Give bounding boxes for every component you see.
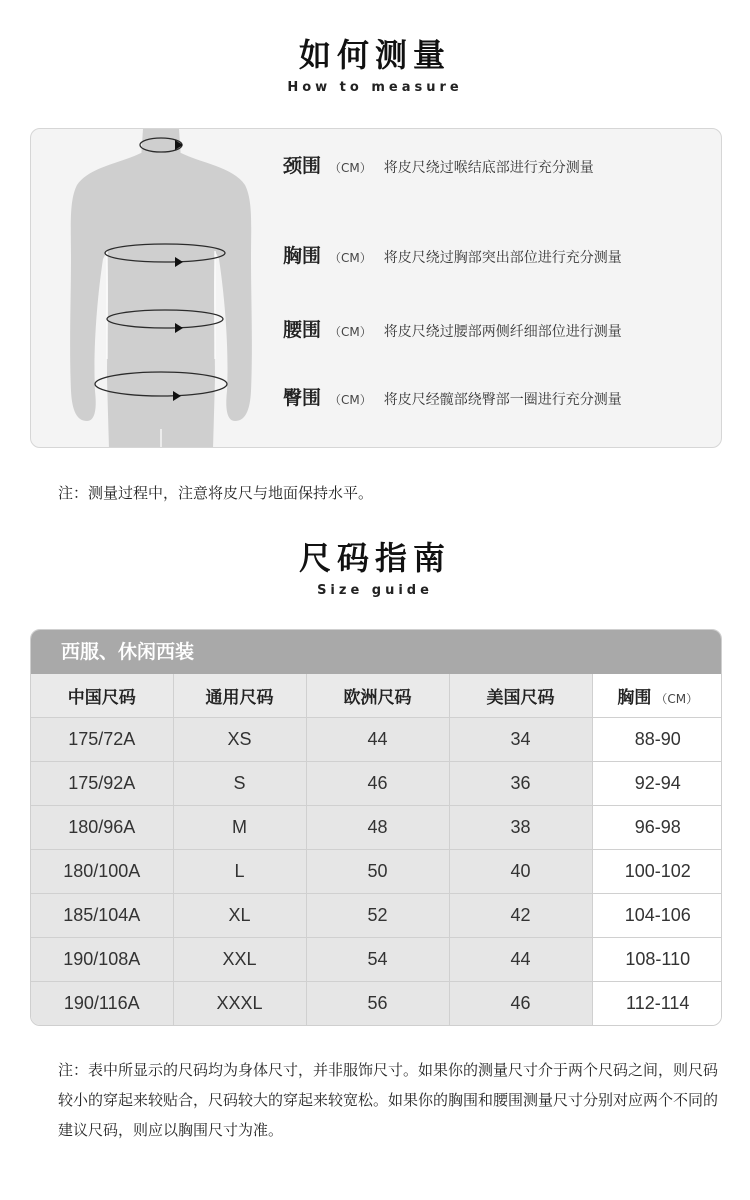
table-row xyxy=(31,717,722,761)
header-chest-unit: （CM） xyxy=(655,691,699,706)
measure-unit: （CM） xyxy=(329,393,372,407)
table-cell: 190/116A xyxy=(31,981,173,1025)
header-eu-size: 欧洲尺码 xyxy=(306,674,449,717)
table-cell: S xyxy=(173,761,306,805)
size-title-cn: 尺码指南 xyxy=(298,539,451,577)
table-cell: 50 xyxy=(306,849,449,893)
table-cell: 34 xyxy=(449,717,592,761)
table-cell: 54 xyxy=(306,937,449,981)
measure-label: 臀围 xyxy=(283,387,322,409)
table-cell: 180/96A xyxy=(31,805,173,849)
size-section-title xyxy=(0,533,750,598)
measure-desc: 将皮尺经髋部绕臀部一圈进行充分测量 xyxy=(383,392,622,408)
measure-item-hip xyxy=(283,383,622,410)
header-chest xyxy=(592,674,722,717)
header-us-size: 美国尺码 xyxy=(449,674,592,717)
measure-note: 注：测量过程中，注意将皮尺与地面保持水平。 xyxy=(58,484,374,502)
table-header-row xyxy=(31,674,722,717)
table-row xyxy=(31,805,722,849)
measure-title-cn: 如何测量 xyxy=(298,36,451,74)
table-cell: 40 xyxy=(449,849,592,893)
measure-item-neck xyxy=(283,151,594,178)
table-cell: 56 xyxy=(306,981,449,1025)
table-cell: XS xyxy=(173,717,306,761)
table-cell: 190/108A xyxy=(31,937,173,981)
size-grid xyxy=(31,674,722,1025)
table-row xyxy=(31,937,722,981)
table-cell: 46 xyxy=(449,981,592,1025)
table-row xyxy=(31,981,722,1025)
measure-item-chest xyxy=(283,241,622,268)
size-note: 注：表中所显示的尺码均为身体尺寸，并非服饰尺寸。如果你的测量尺寸介于两个尺码之间，则尺码较小的穿起来较贴合，尺码较大的穿起来较宽松。如果你的胸围和腰围测量尺寸分别对应两个不同的建议尺码，则应以胸围尺寸为准。 xyxy=(58,1061,719,1139)
table-cell: 100-102 xyxy=(592,849,722,893)
table-cell: 36 xyxy=(449,761,592,805)
header-cn-size: 中国尺码 xyxy=(31,674,173,717)
table-cell: 52 xyxy=(306,893,449,937)
measure-desc: 将皮尺绕过腰部两侧纤细部位进行测量 xyxy=(383,324,622,340)
table-cell: 104-106 xyxy=(592,893,722,937)
table-cell: 44 xyxy=(306,717,449,761)
measure-unit: （CM） xyxy=(329,161,372,175)
measure-label: 腰围 xyxy=(283,319,322,341)
header-intl-size: 通用尺码 xyxy=(173,674,306,717)
table-cell: 96-98 xyxy=(592,805,722,849)
table-cell: 112-114 xyxy=(592,981,722,1025)
table-cell: XXL xyxy=(173,937,306,981)
table-cell: 42 xyxy=(449,893,592,937)
measure-unit: （CM） xyxy=(329,251,372,265)
table-cell: L xyxy=(173,849,306,893)
table-cell: 46 xyxy=(306,761,449,805)
size-table xyxy=(30,629,722,1026)
table-row xyxy=(31,761,722,805)
table-cell: 38 xyxy=(449,805,592,849)
table-cell: 108-110 xyxy=(592,937,722,981)
table-cell: 185/104A xyxy=(31,893,173,937)
measure-label: 颈围 xyxy=(283,155,322,177)
table-cell: 88-90 xyxy=(592,717,722,761)
header-chest-label: 胸围 xyxy=(617,687,652,708)
measure-desc: 将皮尺绕过胸部突出部位进行充分测量 xyxy=(383,250,622,266)
measure-item-waist xyxy=(283,315,622,342)
measure-unit: （CM） xyxy=(329,325,372,339)
table-cell: 44 xyxy=(449,937,592,981)
measure-desc: 将皮尺绕过喉结底部进行充分测量 xyxy=(383,160,594,176)
measure-title-en: How to measure xyxy=(287,80,463,95)
table-row xyxy=(31,893,722,937)
table-caption: 西服、休闲西装 xyxy=(31,630,721,674)
table-cell: 180/100A xyxy=(31,849,173,893)
table-cell: XXXL xyxy=(173,981,306,1025)
size-title-en: Size guide xyxy=(317,583,433,598)
body-figure-icon xyxy=(31,129,291,448)
table-cell: M xyxy=(173,805,306,849)
measure-label: 胸围 xyxy=(283,245,322,267)
table-cell: XL xyxy=(173,893,306,937)
measure-panel xyxy=(30,128,722,448)
table-cell: 92-94 xyxy=(592,761,722,805)
table-cell: 175/92A xyxy=(31,761,173,805)
table-cell: 175/72A xyxy=(31,717,173,761)
table-row xyxy=(31,849,722,893)
table-cell: 48 xyxy=(306,805,449,849)
measure-section-title xyxy=(0,30,750,95)
